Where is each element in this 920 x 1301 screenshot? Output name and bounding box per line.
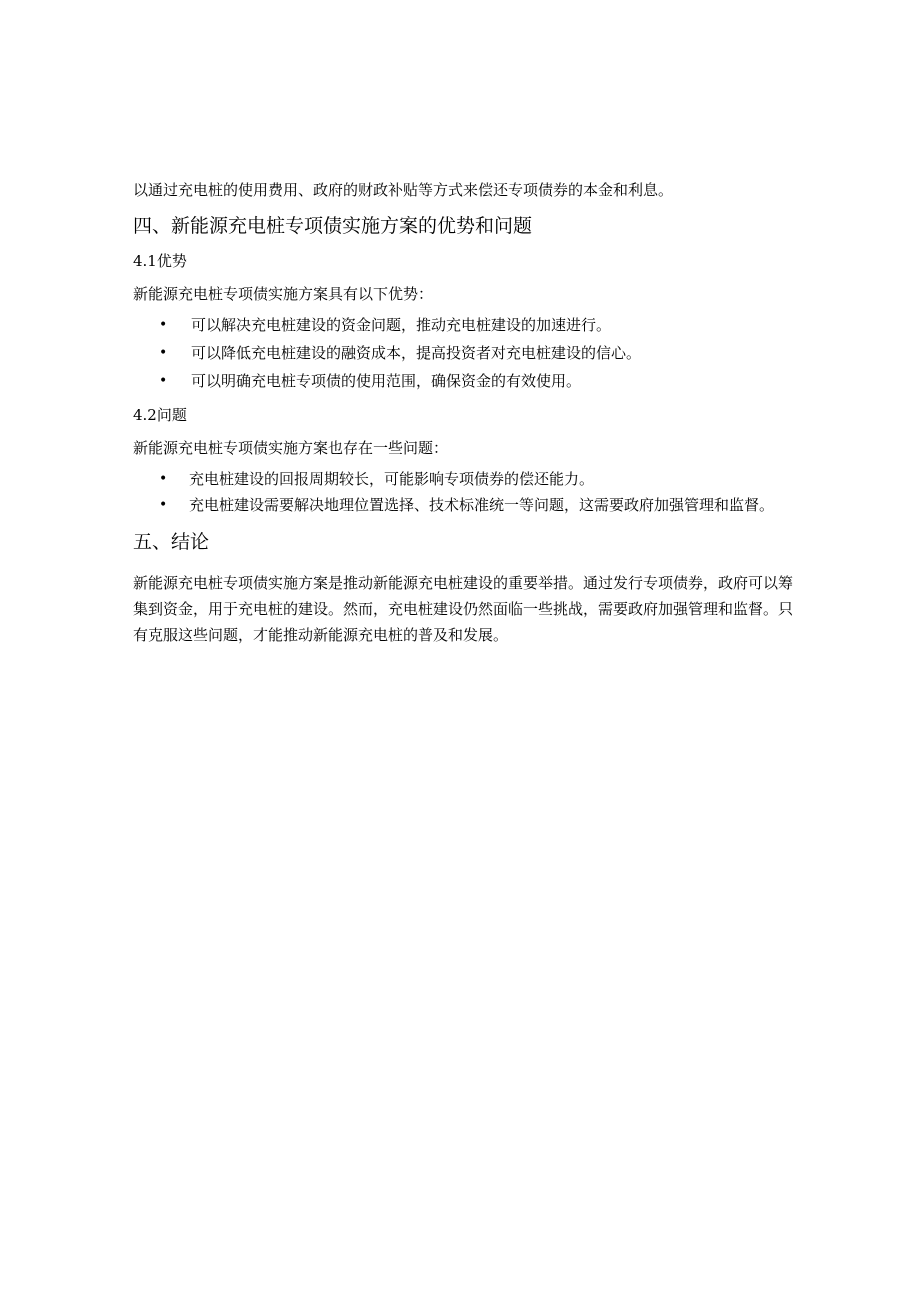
list-item-text: 充电桩建设需要解决地理位置选择、技术标准统一等问题，这需要政府加强管理和监督。 — [189, 496, 775, 514]
list-item — [133, 468, 793, 490]
problems-intro: 新能源充电桩专项债实施方案也存在一些问题： — [133, 439, 449, 457]
document-content — [133, 178, 793, 648]
list-item-text: 可以明确充电桩专项债的使用范围，确保资金的有效使用。 — [191, 372, 582, 390]
list-item-text: 可以解决充电桩建设的资金问题，推动充电桩建设的加速进行。 — [191, 316, 612, 334]
list-item — [133, 314, 793, 336]
list-item — [133, 370, 793, 392]
section-4-2-heading: 4.2问题 — [133, 406, 187, 424]
bullet-icon: • — [159, 373, 168, 389]
section-4-title: 四、新能源充电桩专项债实施方案的优势和问题 — [133, 215, 533, 237]
bullet-icon: • — [159, 345, 168, 361]
conclusion-paragraph: 新能源充电桩专项债实施方案是推动新能源充电桩建设的重要举措。通过发行专项债券，政府可以筹集到资金，用于充电桩的建设。然而，充电桩建设仍然面临一些挑战，需要政府加强管理和监督。只有克服这些问题，才能推动新能源充电桩的普及和发展。 — [133, 574, 794, 644]
bullet-icon: • — [159, 317, 168, 333]
list-item — [133, 342, 793, 364]
section-4-1-heading: 4.1优势 — [133, 252, 187, 270]
advantages-intro: 新能源充电桩专项债实施方案具有以下优势： — [133, 285, 434, 303]
advantages-list — [133, 314, 793, 392]
bullet-icon: • — [159, 497, 168, 513]
section-5-title: 五、结论 — [133, 531, 210, 553]
list-item-text: 可以降低充电桩建设的融资成本，提高投资者对充电桩建设的信心。 — [191, 344, 642, 362]
carry-over-paragraph: 以通过充电桩的使用费用、政府的财政补贴等方式来偿还专项债券的本金和利息。 — [133, 181, 674, 199]
list-item-text: 充电桩建设的回报周期较长，可能影响专项债券的偿还能力。 — [189, 470, 595, 488]
problems-list — [133, 468, 793, 516]
list-item — [133, 494, 793, 516]
bullet-icon: • — [159, 471, 168, 487]
